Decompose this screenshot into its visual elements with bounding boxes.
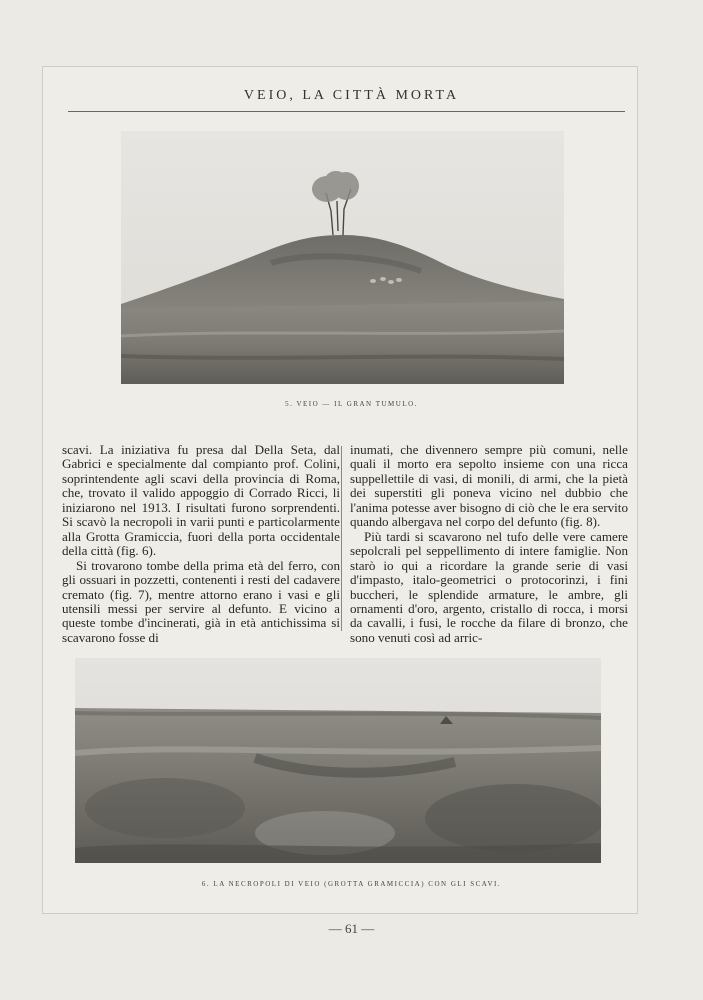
- paragraph: inumati, che divennero sempre più comuni, nelle quali il morto era sepolto insieme con una ricca suppellettile di vasi, di monili, di armi, che la pietà dei superstiti gli poneva vicino nel dubbio che l'anima potesse aver bisogno di ciò che le era servito quando albergava nel corpo del defunto (fig. 8).: [350, 442, 628, 530]
- column-divider: [341, 446, 342, 631]
- text-column-right: [350, 443, 628, 645]
- figure-6-caption: 6. LA NECROPOLI DI VEIO (GROTTA GRAMICCIA) CON GLI SCAVI.: [201, 880, 502, 888]
- page-number: — 61 —: [328, 921, 375, 936]
- text-column-left: [62, 443, 340, 645]
- figure-6-photo: [75, 658, 601, 863]
- figure-5-caption: 5. VEIO — IL GRAN TUMULO.: [285, 400, 418, 408]
- paragraph: Più tardi si scavarono nel tufo delle vere camere sepolcrali pel seppellimento di intere famiglie. Non starò io qui a ricordare la grande serie di vasi d'impasto, italo-geometrici o protocorinzi, i fini buccheri, le splendide armature, le ambre, gli ornamenti d'oro, argento, cristallo di rocca, i morsi da cavalli, i fusi, le rocche da filare di bronzo, che sono venuti così ad arric-: [350, 528, 628, 645]
- header-rule: [68, 111, 625, 112]
- running-head: VEIO, LA CITTÀ MORTA: [243, 88, 460, 103]
- paragraph: Si trovarono tombe della prima età del ferro, con gli ossuari in pozzetti, contenenti i resti del cadavere cremato (fig. 7), mentre attorno erano i vasi e gli utensili messi per servire al defunto. E vicino a queste tombe d'incinerati, già in età antichissima si scavarono fosse di: [62, 557, 340, 645]
- figure-5-photo: [121, 131, 564, 384]
- paragraph: scavi. La iniziativa fu presa dal Della Seta, dal Gabrici e specialmente dal compianto prof. Colini, soprintendente agli scavi della provincia di Roma, che, trovato il valido appoggio di Corrado Ricci, li iniziarono nel 1913. I risultati furono sorprendenti. Si scavò la necropoli in varii punti e particolarmente alla Grotta Gramiccia, fuori della porta occidentale della città (fig. 6).: [62, 442, 340, 559]
